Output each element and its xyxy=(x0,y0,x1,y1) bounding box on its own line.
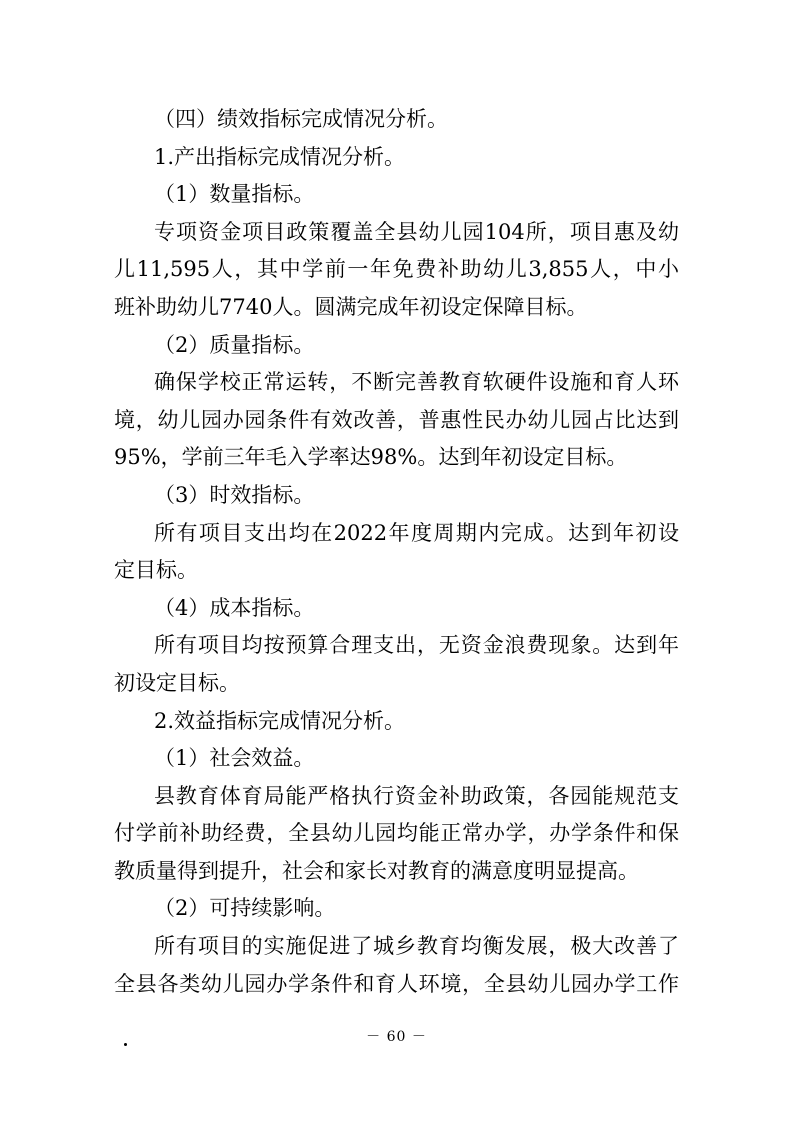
item-heading-timeliness: （3）时效指标。 xyxy=(154,482,315,507)
paragraph-line: 定目标。 xyxy=(114,558,198,583)
paragraph-line: 付学前补助经费，全县幼儿园均能正常办学，办学条件和保 xyxy=(114,821,679,846)
paragraph-line: 初设定目标。 xyxy=(114,670,240,695)
item-heading-sustainable-impact: （2）可持续影响。 xyxy=(154,896,336,921)
paragraph-line: 95%，学前三年毛入学率达98%。达到年初设定目标。 xyxy=(114,445,628,470)
page-number: － 60 － xyxy=(366,1029,427,1045)
item-heading-quantity: （1）数量指标。 xyxy=(154,182,315,207)
paragraph-line: 教质量得到提升，社会和家长对教育的满意度明显提高。 xyxy=(114,858,639,883)
paragraph-line: 所有项目的实施促进了城乡教育均衡发展，极大改善了 xyxy=(154,934,679,959)
paragraph-line: 儿11,595人，其中学前一年免费补助幼儿3,855人，中小 xyxy=(114,257,679,282)
paragraph-line: 县教育体育局能严格执行资金补助政策，各园能规范支 xyxy=(154,783,679,808)
item-heading-quality: （2）质量指标。 xyxy=(154,332,315,357)
document-body xyxy=(114,101,679,1003)
paragraph-line: 所有项目支出均在2022年度周期内完成。达到年初设 xyxy=(154,520,679,545)
subheading-output-indicators: 1.产出指标完成情况分析。 xyxy=(154,144,406,169)
paragraph-line: 班补助幼儿7740人。圆满完成年初设定保障目标。 xyxy=(114,294,588,319)
item-heading-cost: （4）成本指标。 xyxy=(154,595,315,620)
paragraph-line: 专项资金项目政策覆盖全县幼儿园104所，项目惠及幼 xyxy=(154,219,679,244)
paragraph-line: 全县各类幼儿园办学条件和育人环境，全县幼儿园办学工作 xyxy=(114,971,679,996)
paragraph-line: 所有项目均按预算合理支出，无资金浪费现象。达到年 xyxy=(154,633,679,658)
paragraph-line: 确保学校正常运转，不断完善教育软硬件设施和育人环 xyxy=(154,370,679,395)
section-heading-performance-analysis: （四）绩效指标完成情况分析。 xyxy=(154,107,448,131)
paragraph-line: 境，幼儿园办园条件有效改善，普惠性民办幼儿园占比达到 xyxy=(114,407,679,432)
item-heading-social-benefit: （1）社会效益。 xyxy=(154,746,315,771)
subheading-benefit-indicators: 2.效益指标完成情况分析。 xyxy=(154,708,406,733)
